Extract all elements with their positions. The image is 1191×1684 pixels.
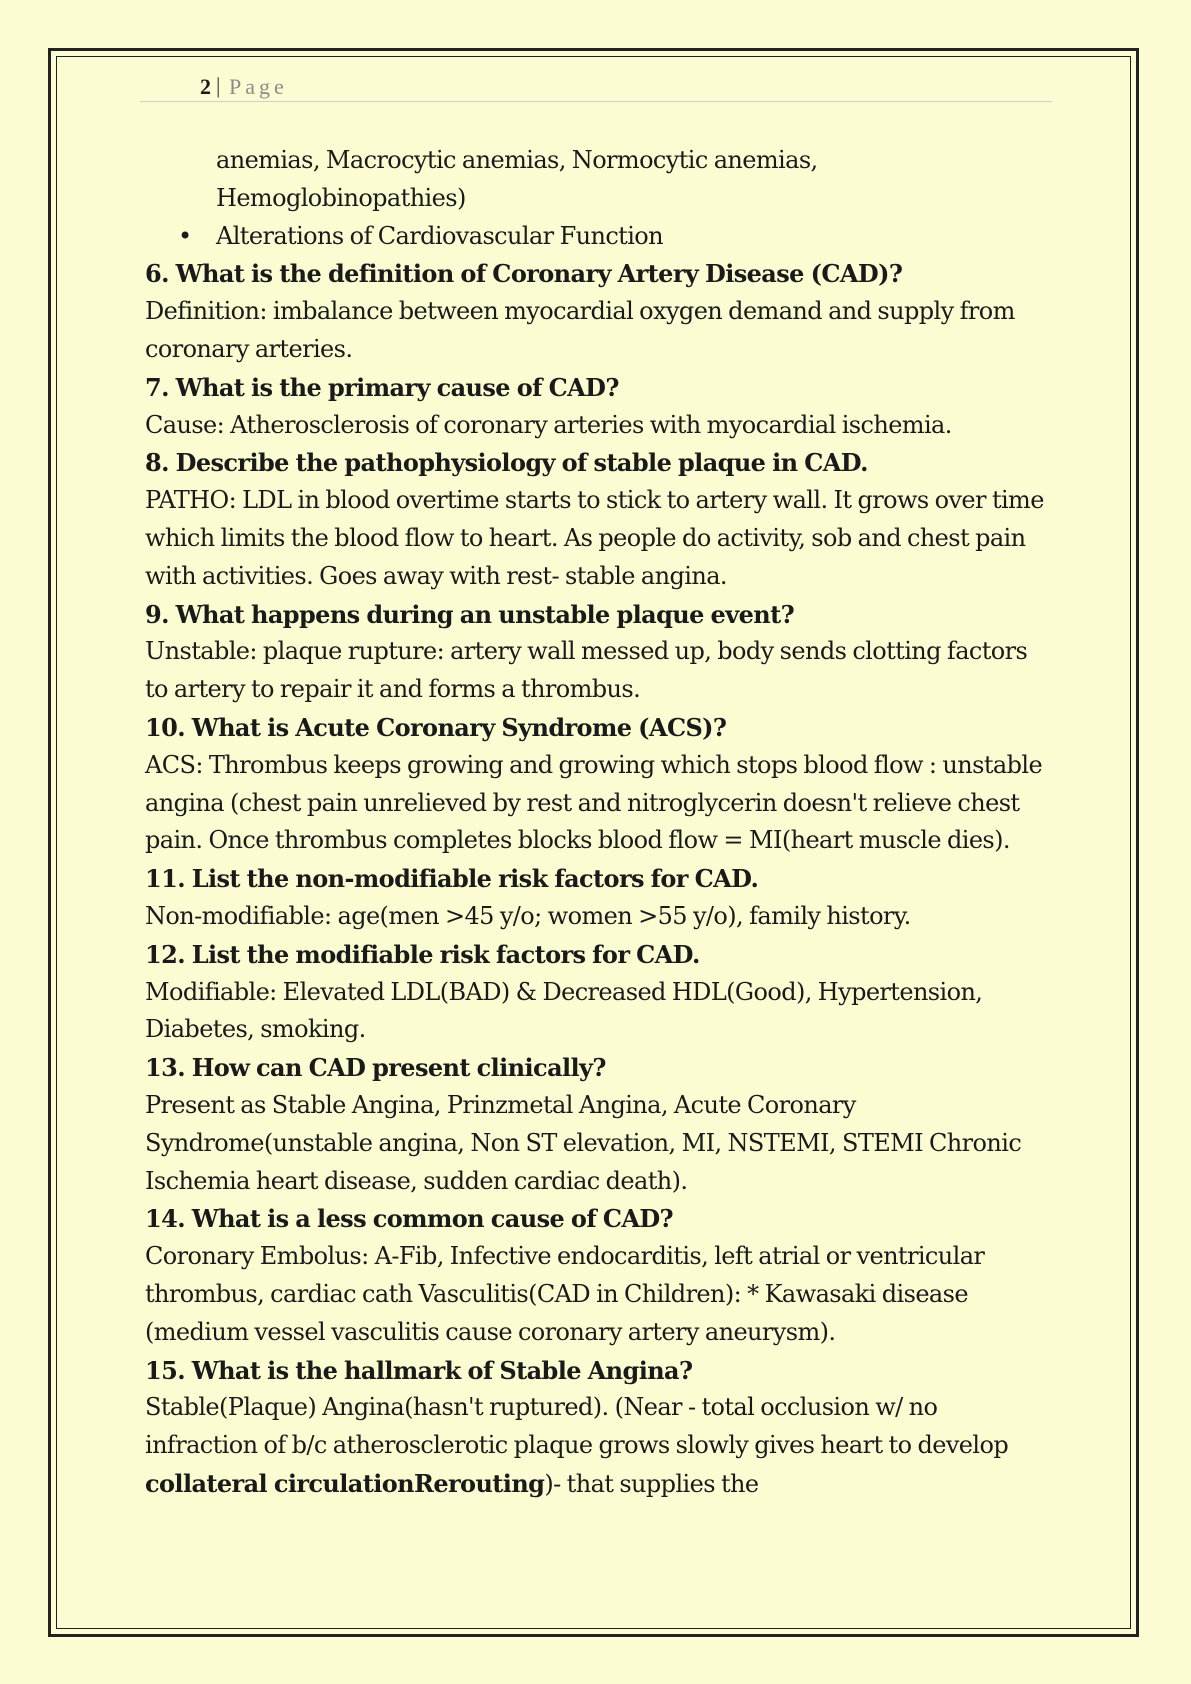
bullet-item (145, 218, 1055, 256)
answer-10: ACS: Thrombus keeps growing and growing which stops blood flow : unstable angina (chest pain unrelieved by rest and nitroglycerin doesn't relieve chest pain. Once thrombus completes blocks blood flow = MI(heart muscle dies). (145, 750, 1043, 855)
question-14: 14. What is a less common cause of CAD? (145, 1204, 674, 1234)
answer-15-end: )- that supplies the (544, 1469, 759, 1498)
answer-8: PATHO: LDL in blood overtime starts to stick to artery wall. It grows over time which limits the blood flow to heart. As people do activity, sob and chest pain with activities. Goes away with rest- stable angina. (145, 486, 1044, 590)
question-11: 11. List the non-modifiable risk factors for CAD. (145, 864, 759, 894)
answer-11: Non-modifiable: age(men >45 y/o; women >55 y/o), family history. (145, 901, 911, 930)
answer-7: Cause: Atherosclerosis of coronary arteries with myocardial ischemia. (145, 410, 952, 439)
question-15: 15. What is the hallmark of Stable Angina? (145, 1355, 693, 1385)
answer-15-text: Stable(Plaque) Angina(hasn't ruptured). (Near - total occlusion w/ no infraction of b/c atherosclerotic plaque grows slowly gives heart to develop (145, 1393, 1009, 1460)
answer-12: Modifiable: Elevated LDL(BAD) & Decreased HDL(Good), Hypertension, Diabetes, smoking. (145, 977, 983, 1044)
question-7: 7. What is the primary cause of CAD? (145, 372, 619, 402)
question-9: 9. What happens during an unstable plaque event? (145, 599, 795, 629)
question-12: 12. List the modifiable risk factors for CAD. (145, 939, 700, 969)
continuation-line: Hemoglobinopathies) (216, 183, 466, 212)
bullet-icon: • (178, 221, 192, 250)
header-separator: | (216, 73, 221, 98)
answer-9: Unstable: plaque rupture: artery wall messed up, body sends clotting factors to artery to repair it and forms a thrombus. (145, 637, 1028, 704)
page-header (140, 70, 1052, 102)
answer-15 (145, 1389, 1055, 1503)
answer-6: Definition: imbalance between myocardial oxygen demand and supply from coronary arteries. (145, 297, 1015, 363)
page-label: Page (229, 74, 288, 99)
question-13: 13. How can CAD present clinically? (145, 1053, 606, 1083)
answer-15-bold: collateral circulationRerouting (145, 1468, 545, 1498)
question-8: 8. Describe the pathophysiology of stable plaque in CAD. (145, 448, 868, 478)
continuation-line: anemias, Macrocytic anemias, Normocytic anemias, (216, 146, 818, 174)
question-10: 10. What is Acute Coronary Syndrome (ACS)? (145, 712, 727, 742)
bullet-text: Alterations of Cardiovascular Function (216, 221, 664, 250)
answer-13: Present as Stable Angina, Prinzmetal Angina, Acute Coronary Syndrome(unstable angina, Non ST elevation, MI, NSTEMI, STEMI Chronic Ischemia heart disease, sudden cardiac death). (145, 1090, 1022, 1195)
answer-14: Coronary Embolus: A-Fib, Infective endocarditis, left atrial or ventricular thrombus, cardiac cath Vasculitis(CAD in Children): * Kawasaki disease (medium vessel vasculitis cause coronary artery aneurysm). (145, 1242, 985, 1346)
question-6: 6. What is the definition of Coronary Artery Disease (CAD)? (145, 259, 903, 289)
page-number: 2 (200, 74, 211, 99)
document-body (145, 142, 1055, 1504)
